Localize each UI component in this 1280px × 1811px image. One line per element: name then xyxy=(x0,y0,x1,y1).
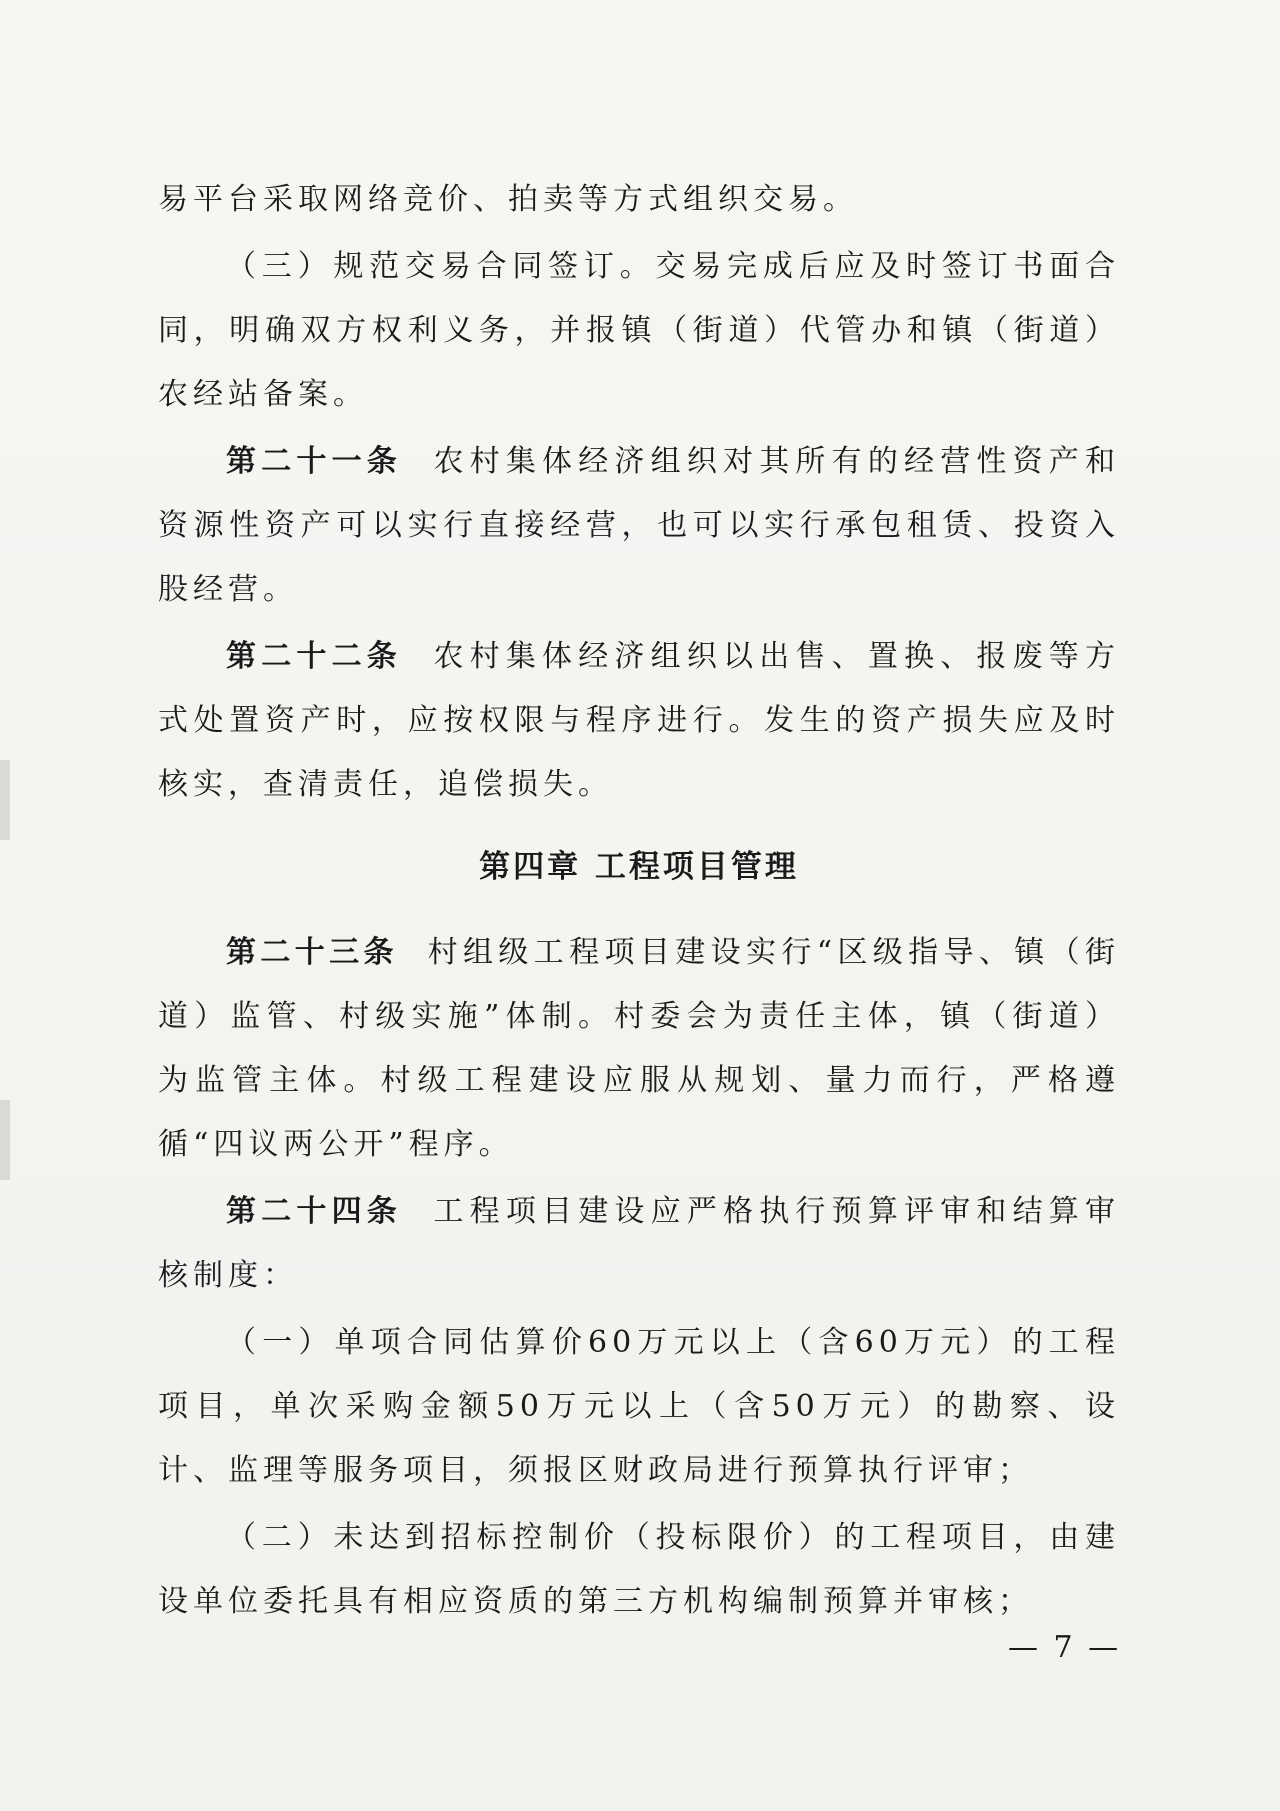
paragraph-contract-signing: （三）规范交易合同签订。交易完成后应及时签订书面合同，明确双方权利义务，并报镇（街道）代管办和镇（街道）农经站备案。 xyxy=(158,249,1120,412)
document-body xyxy=(158,168,1120,1637)
article-number: 第二十四条 xyxy=(226,1194,402,1229)
page-number: — 7 — xyxy=(1008,1630,1122,1665)
article-24: 第二十四条 工程项目建设应严格执行预算评审和结算审核制度： xyxy=(158,1194,1120,1293)
article-number: 第二十三条 xyxy=(226,935,398,970)
article-23: 第二十三条 村组级工程项目建设实行“区级指导、镇（街道）监管、村级实施”体制。村委会为责任主体，镇（街道）为监管主体。村级工程建设应服从规划、量力而行，严格遵循“四议两公开”程序。 xyxy=(158,935,1120,1162)
article-number: 第二十二条 xyxy=(226,639,402,674)
clause-2: （二）未达到招标控制价（投标限价）的工程项目，由建设单位委托具有相应资质的第三方机构编制预算并审核； xyxy=(158,1520,1120,1619)
paragraph-continuation: 易平台采取网络竞价、拍卖等方式组织交易。 xyxy=(158,182,858,217)
binding-mark xyxy=(0,760,10,840)
article-22: 第二十二条 农村集体经济组织以出售、置换、报废等方式处置资产时，应按权限与程序进行。发生的资产损失应及时核实，查清责任，追偿损失。 xyxy=(158,639,1120,802)
article-number: 第二十一条 xyxy=(226,444,402,479)
article-21: 第二十一条 农村集体经济组织对其所有的经营性资产和资源性资产可以实行直接经营，也可以实行承包租赁、投资入股经营。 xyxy=(158,444,1120,607)
chapter-title: 第四章 工程项目管理 xyxy=(479,849,799,885)
binding-mark xyxy=(0,1100,10,1180)
clause-1: （一）单项合同估算价60万元以上（含60万元）的工程项目，单次采购金额50万元以上（含50万元）的勘察、设计、监理等服务项目，须报区财政局进行预算执行评审； xyxy=(158,1325,1120,1488)
